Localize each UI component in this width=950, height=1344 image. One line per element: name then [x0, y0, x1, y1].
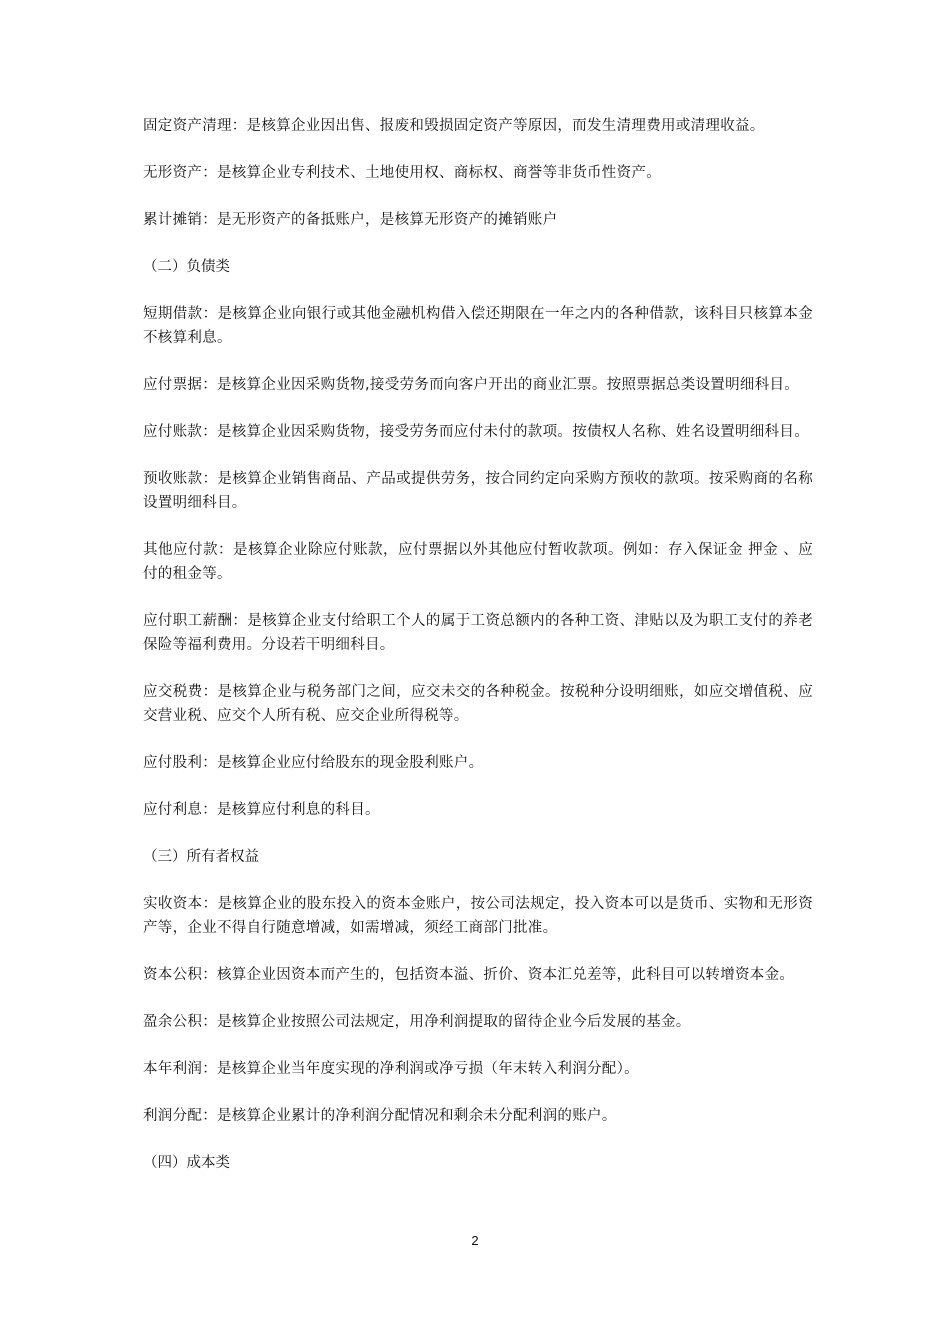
paragraph-accumulated-amortization: 累计摊销：是无形资产的备抵账户，是核算无形资产的摊销账户 [143, 212, 558, 228]
paragraph-taxes-payable: 应交税费：是核算企业与税务部门之间，应交未交的各种税金。按税种分设明细账，如应交增值税、应交营业税、应交个人所有税、应交企业所得税等。 [143, 684, 813, 724]
paragraph-surplus-reserve: 盈余公积：是核算企业按照公司法规定，用净利润提取的留待企业今后发展的基金。 [143, 1014, 691, 1030]
paragraph-dividends-payable: 应付股利：是核算企业应付给股东的现金股利账户。 [143, 755, 484, 771]
paragraph-advances-received: 预收账款：是核算企业销售商品、产品或提供劳务，按合同约定向采购方预收的款项。按采购商的名称设置明细科目。 [143, 471, 813, 511]
paragraph-intangible-assets: 无形资产：是核算企业专利技术、土地使用权、商标权、商誉等非货币性资产。 [143, 165, 661, 181]
paragraph-notes-payable: 应付票据：是核算企业因采购货物,接受劳务而向客户开出的商业汇票。按照票据总类设置明细科目。 [143, 377, 800, 393]
section-heading-cost: （四）成本类 [143, 1155, 230, 1171]
paragraph-interest-payable: 应付利息：是核算应付利息的科目。 [143, 802, 380, 818]
paragraph-employee-compensation: 应付职工薪酬：是核算企业支付给职工个人的属于工资总额内的各种工资、津贴以及为职工支付的养老保险等福利费用。分设若干明细科目。 [143, 613, 813, 653]
paragraph-paid-in-capital: 实收资本：是核算企业的股东投入的资本金账户，按公司法规定，投入资本可以是货币、实物和无形资产等，企业不得自行随意增减，如需增减，须经工商部门批准。 [143, 896, 813, 936]
paragraph-capital-reserve: 资本公积：核算企业因资本而产生的，包括资本溢、折价、资本汇兑差等，此科目可以转增资本金。 [143, 967, 795, 983]
section-heading-owners-equity: （三）所有者权益 [143, 849, 259, 865]
paragraph-short-term-loans: 短期借款：是核算企业向银行或其他金融机构借入偿还期限在一年之内的各种借款，该科目只核算本金不核算利息。 [143, 306, 813, 346]
paragraph-current-year-profit: 本年利润：是核算企业当年度实现的净利润或净亏损（年末转入利润分配）。 [143, 1061, 639, 1077]
section-heading-liabilities: （二）负债类 [143, 259, 230, 275]
paragraph-accounts-payable: 应付账款：是核算企业因采购货物，接受劳务而应付未付的款项。按债权人名称、姓名设置明细科目。 [143, 424, 809, 440]
paragraph-fixed-asset-clearing: 固定资产清理：是核算企业因出售、报废和毁损固定资产等原因，而发生清理费用或清理收益。 [143, 118, 765, 134]
paragraph-profit-distribution: 利润分配：是核算企业累计的净利润分配情况和剩余未分配利润的账户。 [143, 1108, 617, 1124]
document-body [143, 114, 813, 1198]
paragraph-other-payables: 其他应付款：是核算企业除应付账款，应付票据以外其他应付暂收款项。例如：存入保证金 押金 、应付的租金等。 [143, 542, 813, 582]
page-number: 2 [471, 1233, 479, 1248]
